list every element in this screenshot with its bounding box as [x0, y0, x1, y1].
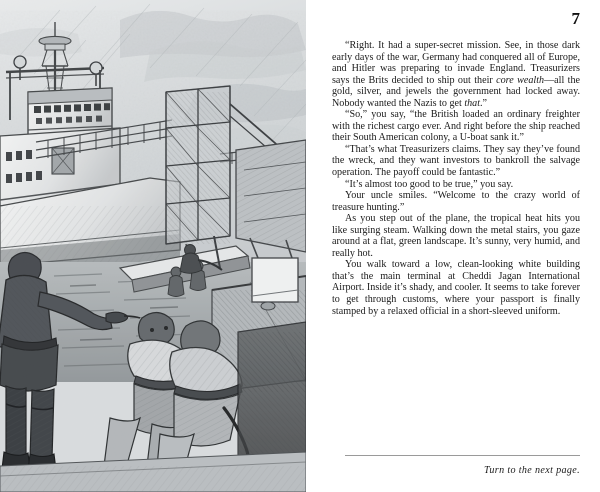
body-copy [332, 40, 580, 317]
turn-to-next-page-note: Turn to the next page. [483, 465, 580, 476]
body-paragraph [332, 179, 580, 191]
page-number: 7 [571, 9, 580, 28]
body-paragraph [332, 109, 580, 144]
body-paragraph [332, 259, 580, 317]
text-run: “That’s what Treasurizers claims. They say they’ve found the wreck, and they want investors to bankroll the salvage operation. The payoff could be fantastic.” [332, 143, 580, 179]
text-run: “So,” you say, “the British loaded an ordinary freighter with the richest cargo ever. And right before the ship reached their South American colony, a U-boat sank it.” [332, 109, 580, 144]
body-paragraph [332, 190, 580, 213]
text-run: .” [480, 97, 488, 109]
footer-rule [345, 455, 580, 456]
page-footer [345, 455, 580, 476]
text-run: As you step out of the plane, the tropical heat hits you like surging steam. Walking down the metal stairs, you gaze around at a flat, green landscape. It’s sunny, very humid, and really hot. [332, 213, 580, 259]
emphasized-text: core wealth [496, 74, 545, 86]
text-run: “Right. It had a super-secret mission. See, in those dark early days of the war, Germany had conquered all of Europe, and Hitler was preparing to invade England. Treasurizers says the Brits decided to ship out their [332, 40, 580, 86]
text-run: “It’s almost too good to be true,” you say. [345, 178, 514, 190]
text-run: —all the gold, silver, and jewels the government had locked away. Nobody wanted the Nazis to get [332, 74, 580, 109]
text-run: You walk toward a low, clean-looking white building that’s the main terminal at Cheddi Jagan International Airport. Inside it’s shady, and cooler. It seems to take forever to get through customs, where your passport is finally stamped by a relaxed official in a short-sleeved uniform. [332, 259, 580, 317]
body-paragraph [332, 40, 580, 109]
text-column [306, 0, 600, 492]
text-run: Your uncle smiles. “Welcome to the crazy world of treasure hunting.” [332, 190, 580, 213]
emphasized-text: that [464, 97, 481, 109]
body-paragraph [332, 144, 580, 179]
body-paragraph [332, 213, 580, 259]
